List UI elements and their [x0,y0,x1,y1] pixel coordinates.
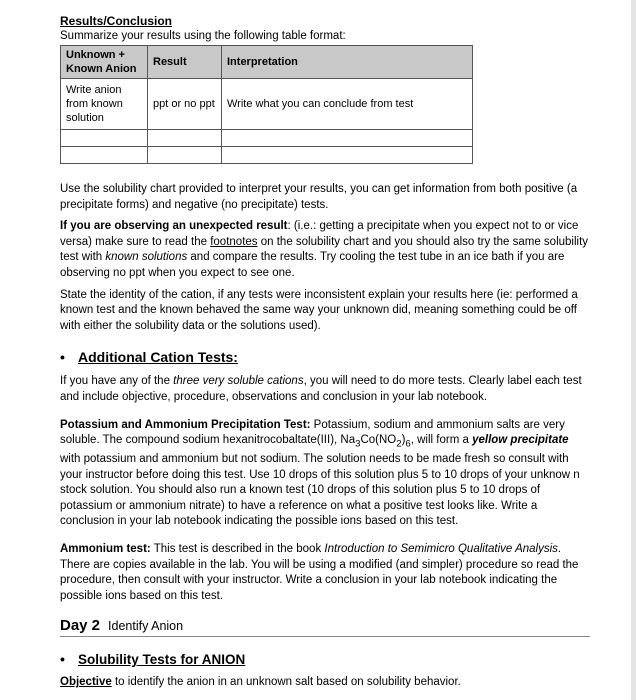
table-cell [61,147,148,164]
table-row [61,79,473,130]
table-row [61,147,473,164]
anion-tests-heading: • Solubility Tests for ANION [60,651,246,668]
table-header-result: Result [148,46,222,79]
table-cell [222,130,473,147]
paragraph-cation-intro: If you have any of the three very soluble cations, you will need to do more tests. Clearly label each test and include objective, procedure, observations and conclusion in your lab notebook. [60,375,582,403]
table-cell: Write anion from known solution [61,79,148,130]
bullet-icon: • [60,651,65,668]
paragraph-identity: State the identity of the cation, if any tests were inconsistent explain your results here (ie: performed a known test and the known behaved the same way your unknown did, meaning something could be off with either the solubility data or the solutions used). [60,288,578,332]
table-cell: Write what you can conclude from test [222,79,473,130]
table-header-row [61,46,473,79]
results-table [60,45,473,164]
table-header-interpretation: Interpretation [222,46,473,79]
footnotes-link-text: footnotes [210,235,258,248]
paragraph-ammonium-test: Ammonium test: This test is described in the book Introduction to Semimicro Qualitative Analysis. There are copies available in the lab. You will be using a modified (and simpler) procedure so read the procedure, then consult with your instructor. Write a conclusion in your lab notebook indicating the possible ions based on this test. [60,542,579,602]
table-cell [148,147,222,164]
table-header-unknown: Unknown + Known Anion [61,46,148,79]
day2-heading: Day 2 Identify Anion [60,617,590,637]
page-edge [631,0,636,700]
document-page [60,10,590,691]
summary-prompt: Summarize your results using the following table format: [60,30,346,42]
bullet-icon: • [60,349,65,366]
objective-line: Objective to identify the anion in an unknown salt based on solubility behavior. [60,676,461,689]
paragraph-unexpected: If you are observing an unexpected result: (i.e.: getting a precipitate when you expect not to or vice versa) make sure to read the footnotes on the solubility chart and you should also try the same solubility test with known solutions and compare the results. Try cooling the test tube in an ice bath if you are observing no ppt when you expect to see one. [60,220,589,279]
cation-tests-heading: • Additional Cation Tests: [60,349,238,366]
paragraph-interpret: Use the solubility chart provided to interpret your results, you can get information from both positive (a precipitate forms) and negative (no precipitate) tests. [60,183,578,211]
table-cell: ppt or no ppt [148,79,222,130]
table-cell [222,147,473,164]
paragraph-potassium-test: Potassium and Ammonium Precipitation Test: Potassium, sodium and ammonium salts are very soluble. The compound sodium hexanitrocobaltate(III), $Na_3Co(NO_2)_6$, will form a yellow precipitate with potassium and ammonium but not sodium. The solution needs to be made fresh so consult with your instructor before doing this test. Use 10 drops of this solution plus 5 to 10 drops of your unknow n stock solution. You should also run a known test (10 drops of this solution plus 5 to 10 drops of potassium or ammonium nitrate) to have a reference on what a positive test looks like. Write a conclusion in your lab notebook indicating the possible ions based on this test. [60,418,580,528]
unexpected-bold: If you are observing an unexpected result [60,220,288,233]
table-row [61,130,473,147]
results-heading: Results/Conclusion [60,14,173,28]
table-cell [61,130,148,147]
table-cell [148,130,222,147]
